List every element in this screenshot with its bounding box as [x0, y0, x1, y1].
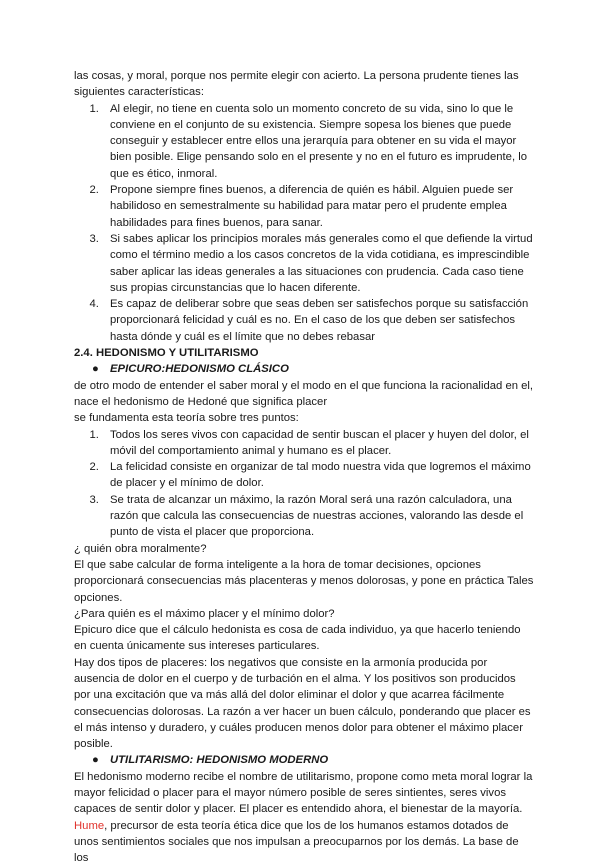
paragraph-three-points: se fundamenta esta teoría sobre tres puntos: — [74, 412, 299, 425]
paragraph-hume — [74, 818, 534, 867]
list-item: 3. Si sabes aplicar los principios morales más generales como el que defiende la virtud como el término medio a los casos concretos de la vida cotidiana, es imprescindible saber aplicar las ideas generales a las situaciones con prudencia. Cada caso tiene sus propias circunstancias que lo hacen diferente. — [102, 231, 534, 296]
question-max-pleasure: ¿Para quién es el máximo placer y el mínimo dolor? — [74, 607, 335, 620]
list-item: 1. Al elegir, no tiene en cuenta solo un momento concreto de su vida, sino lo que le conviene en el conjunto de su existencia. Siempre sopesa los bienes que puede conseguir y establecer entre ellos una jerarquía para obtener en su vida el mayor bien posible. Elige pensando solo en el presente y no en el futuro es imprudente, lo que es ético, inmoral. — [102, 101, 534, 182]
list-item: 3. Se trata de alcanzar un máximo, la razón Moral será una razón calculadora, una razón que calcula las consecuencias de nuestras acciones, valorando las desde el punto de vista el placer que proporciona. — [102, 492, 534, 541]
question-who-acts-morally: ¿ quién obra moralmente? — [74, 542, 207, 555]
bullet-epicuro — [74, 361, 534, 377]
paragraph-pleasure-types: Hay dos tipos de placeres: los negativos que consiste en la armonía producida por ausencia de dolor en el cuerpo y de turbación en el alma. Y los positivos son producidos por una excitación que va más allá del dolor eliminar el dolor y que acarrea fácilmente consecuencias dolorosas. La razón a ver hacer un buen cálculo, ponderando que placer es el más intenso y duradero, y cuáles producen menos dolor para obtener el máximo placer posible. — [74, 656, 531, 751]
bullet-dot-icon: ● — [92, 363, 99, 376]
list-item: 2. La felicidad consiste en organizar de tal modo nuestra vida que logremos el máximo de placer y el mínimo de dolor. — [102, 459, 534, 492]
bullet-utilitarismo — [74, 752, 534, 768]
bullet-utilitarismo-label: UTILITARISMO: HEDONISMO MODERNO — [110, 754, 329, 767]
list-item: 2. Propone siempre fines buenos, a diferencia de quién es hábil. Alguien puede ser habilidoso en semestralmente su habilidad para matar pero el prudente emplea habilidades para fines buenos, para sanar. — [102, 182, 534, 231]
answer-who-acts-morally: El que sabe calcular de forma inteligente a la hora de tomar decisiones, opciones proporcionará consecuencias más placenteras y menos dolorosas, y pone en práctica Tales opciones. — [74, 558, 534, 604]
section-heading: 2.4. HEDONISMO Y UTILITARISMO — [74, 347, 259, 360]
list-item: 1. Todos los seres vivos con capacidad de sentir buscan el placer y huyen del dolor, el móvil del comportamiento animal y humano es el placer. — [102, 427, 534, 460]
bullet-epicuro-label: EPICURO:HEDONISMO CLÁSICO — [110, 363, 289, 376]
hume-name: Hume — [74, 819, 105, 832]
paragraph-utilitarianism: El hedonismo moderno recibe el nombre de utilitarismo, propone como meta moral lograr la mayor felicidad o placer para el mayor número posible de seres sintientes, seres vivos capaces de sentir dolor y placer. El placer es entendido ahora, el bienestar de la mayoría. — [74, 770, 533, 816]
bullet-dot-icon: ● — [92, 754, 99, 767]
paragraph-prudence-intro: las cosas, y moral, porque nos permite elegir con acierto. La persona prudente tienes las siguientes características: — [74, 70, 519, 99]
list-item: 4. Es capaz de deliberar sobre que seas deben ser satisfechos porque su satisfacción proporcionará felicidad y cuál es no. En el caso de los que deben ser satisfechos hasta dónde y cuál es el límite que no debes rebasar — [102, 296, 534, 345]
paragraph-hedonism-origin: de otro modo de entender el saber moral y el modo en el que funciona la racionalidad en el, nace el hedonismo de Hedoné que significa placer — [74, 379, 534, 408]
epicuro-points-list — [74, 427, 534, 541]
hume-text: , precursor de esta teoría ética dice que los de los humanos estamos dotados de unos sentimientos sociales que nos impulsan a preocuparnos por los demás. La base de los — [74, 819, 519, 865]
answer-max-pleasure: Epicuro dice que el cálculo hedonista es cosa de cada individuo, ya que hacerlo teniendo en cuenta únicamente sus intereses particulares. — [74, 624, 521, 653]
page-content — [74, 68, 534, 867]
prudence-characteristics-list — [74, 101, 534, 345]
